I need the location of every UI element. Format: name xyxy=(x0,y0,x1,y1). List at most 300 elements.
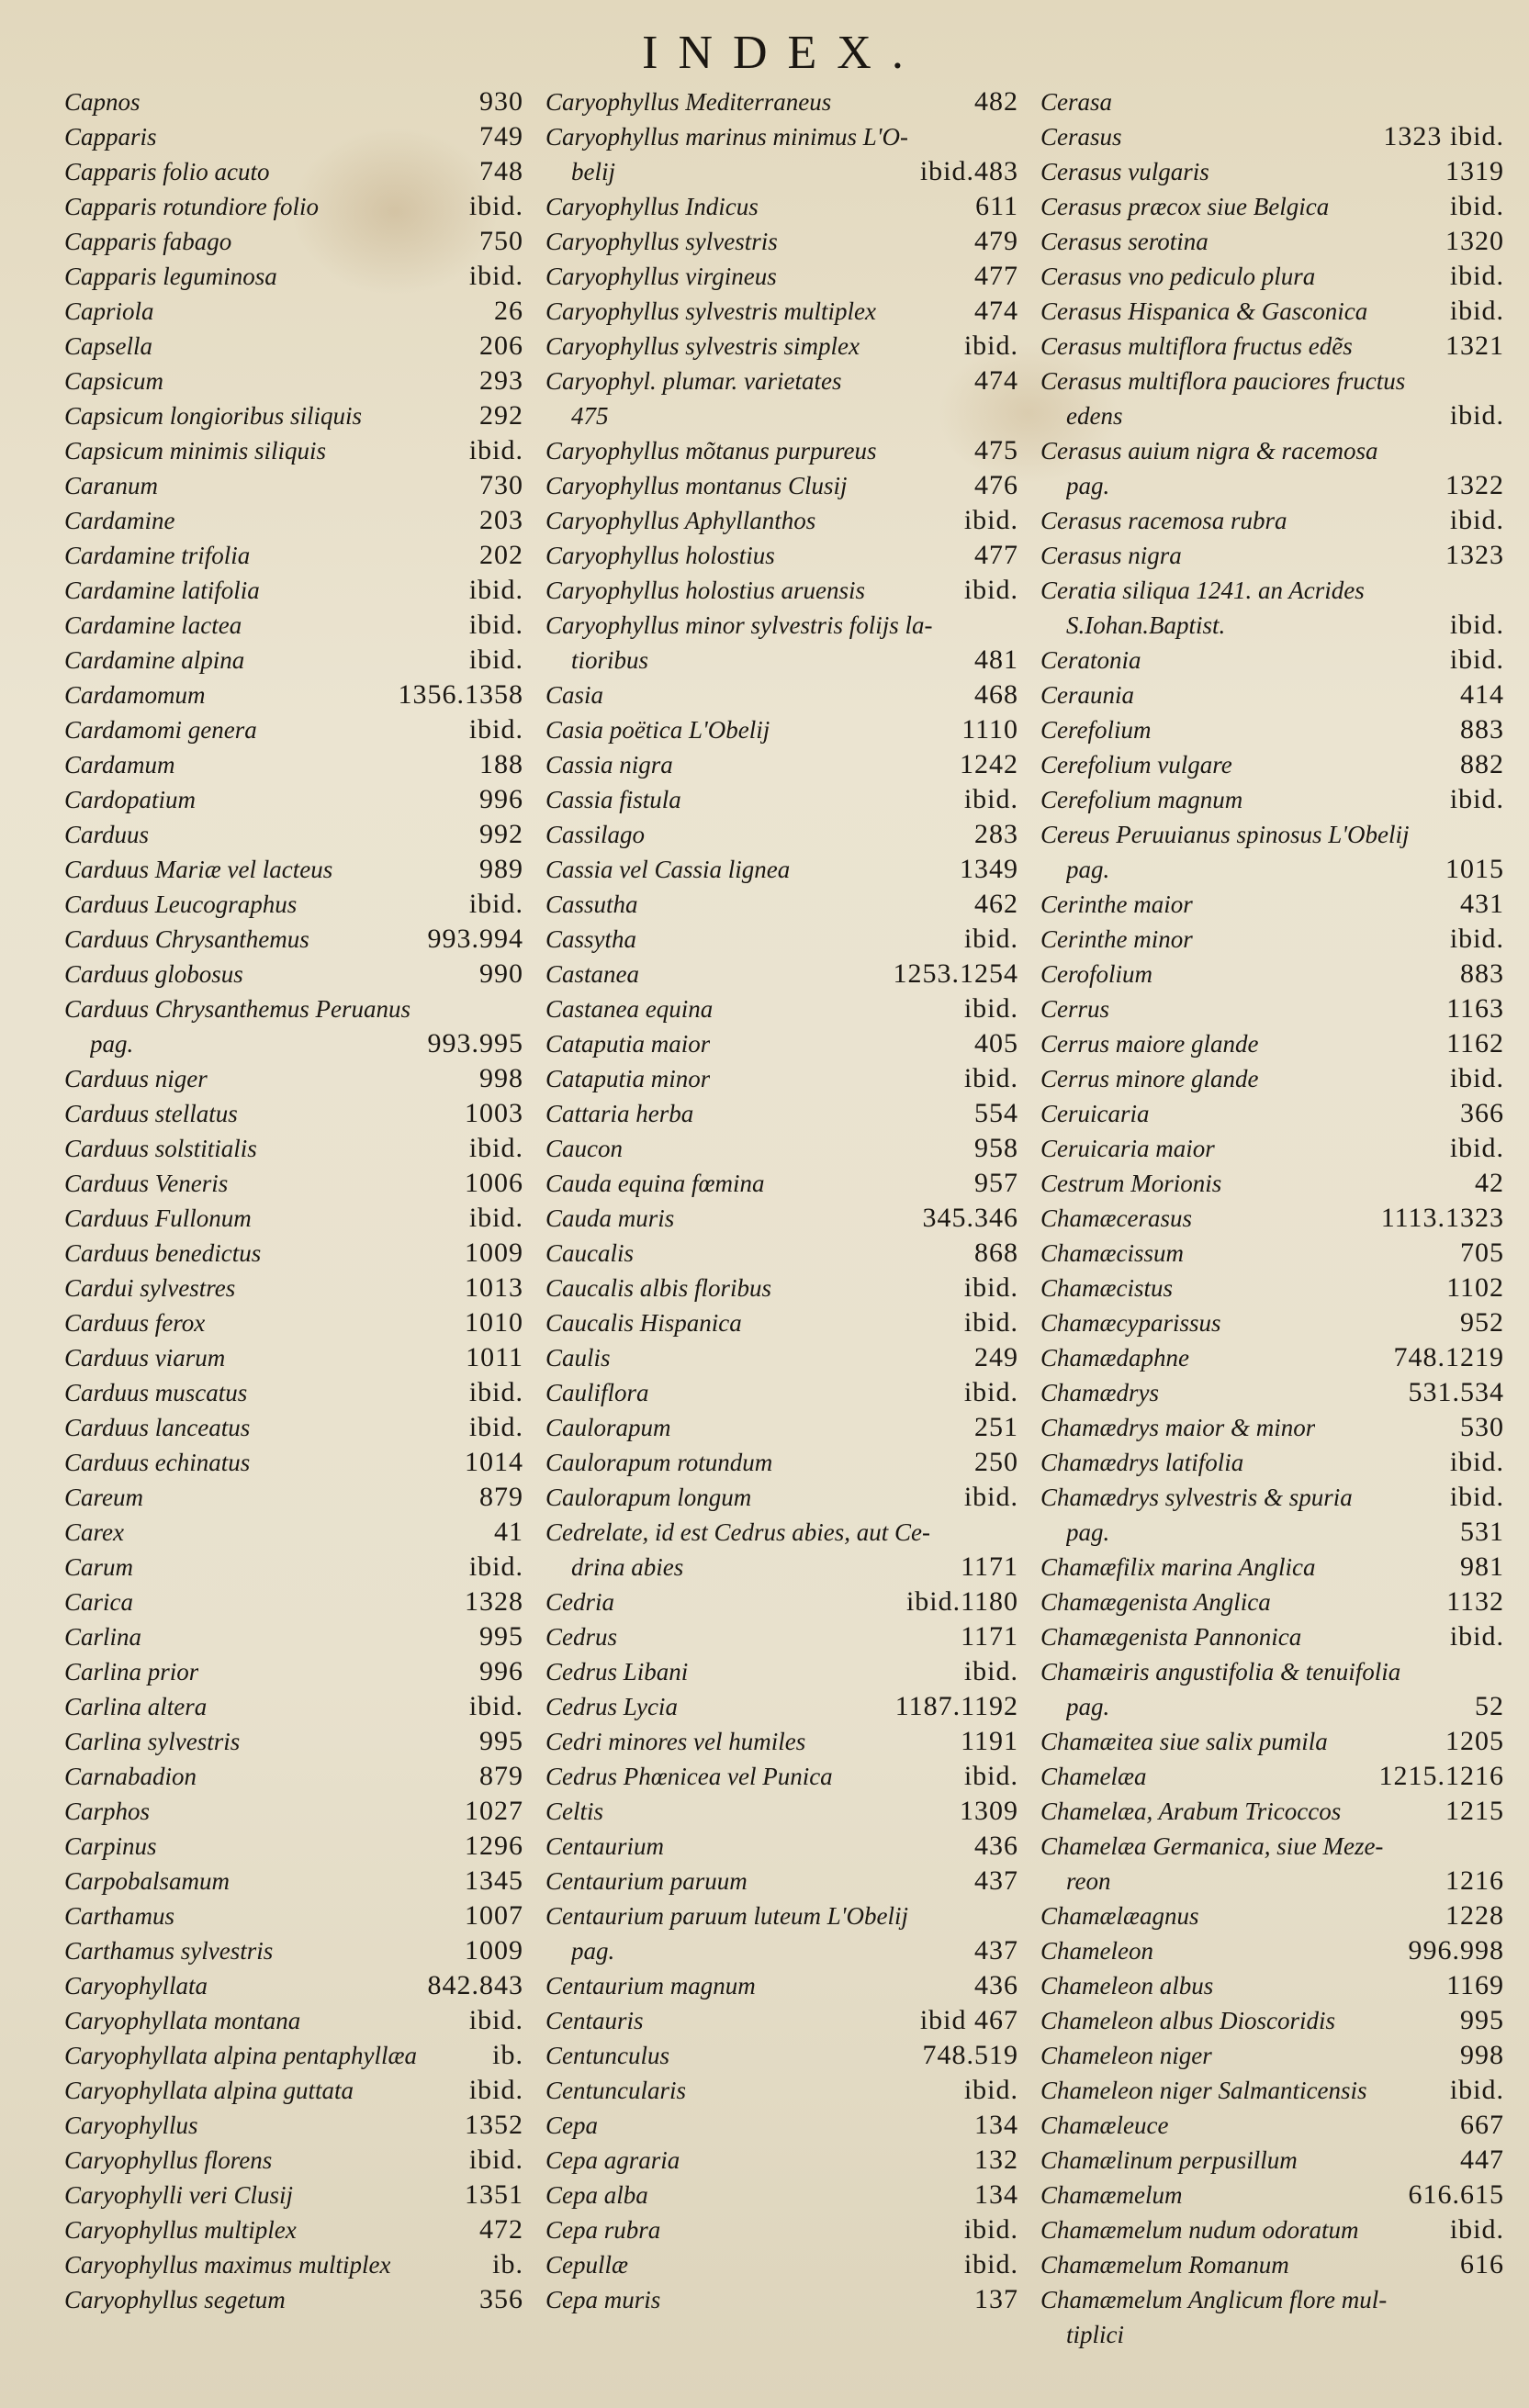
index-entry xyxy=(1040,1375,1504,1410)
entry-term: Caryophyllus minor sylvestris folijs la- xyxy=(545,611,933,639)
entry-term: Caucalis Hispanica xyxy=(545,1309,742,1337)
index-entry xyxy=(1040,1864,1504,1898)
entry-term: Caryophyllus multiplex xyxy=(64,2216,297,2244)
entry-page-ref: 431 xyxy=(1460,889,1504,919)
entry-page-ref: 356 xyxy=(479,2284,523,2314)
entry-term: Capsicum xyxy=(64,367,163,395)
index-entry xyxy=(545,957,1018,991)
entry-page-ref: ibid. xyxy=(468,261,523,291)
entry-page-ref: 1007 xyxy=(465,1900,523,1931)
index-entry xyxy=(1040,154,1504,189)
entry-term: pag. xyxy=(571,1937,615,1965)
entry-term: Cepa alba xyxy=(545,2181,648,2209)
entry-term: Casia xyxy=(545,681,604,709)
entry-page-ref: ibid. xyxy=(1449,1482,1504,1512)
entry-page-ref: ibid. xyxy=(963,575,1018,605)
entry-term: Cassia vel Cassia lignea xyxy=(545,856,791,883)
entry-term: Cedrus xyxy=(545,1623,618,1651)
index-entry xyxy=(545,1759,1018,1794)
index-entry xyxy=(64,2282,523,2317)
entry-term: Cedrus Lycia xyxy=(545,1693,678,1720)
entry-term: Cepa muris xyxy=(545,2286,661,2313)
entry-page-ref: 1215.1216 xyxy=(1378,1761,1504,1791)
index-entry xyxy=(64,503,523,538)
entry-page-ref: 996.998 xyxy=(1408,1935,1504,1966)
entry-term: Cassilago xyxy=(545,821,646,848)
entry-page-ref: 1215 xyxy=(1445,1796,1504,1826)
entry-term: Cepa rubra xyxy=(545,2216,661,2244)
index-entry xyxy=(1040,1096,1504,1131)
entry-term: Cerasus nigra xyxy=(1040,542,1182,569)
index-entry xyxy=(64,957,523,991)
entry-page-ref: ibid. xyxy=(1449,191,1504,221)
entry-term: Chameleon albus xyxy=(1040,1972,1214,1999)
index-entry xyxy=(1040,1515,1504,1550)
entry-page-ref: 883 xyxy=(1460,714,1504,745)
index-entry xyxy=(1040,2317,1504,2352)
entry-page-ref: 531 xyxy=(1460,1517,1504,1547)
entry-term: Carduus ferox xyxy=(64,1309,206,1337)
index-entry xyxy=(64,991,523,1026)
index-entry xyxy=(545,1968,1018,2003)
index-entry xyxy=(545,503,1018,538)
entry-term: Caulis xyxy=(545,1344,611,1372)
entry-page-ref: 993.994 xyxy=(427,924,523,954)
index-entry xyxy=(1040,1759,1504,1794)
index-column-1 xyxy=(64,84,523,2352)
entry-term: Centaurium xyxy=(545,1832,665,1860)
entry-page-ref: 206 xyxy=(479,330,523,361)
entry-page-ref: 1009 xyxy=(465,1238,523,1268)
index-entry xyxy=(545,643,1018,678)
index-entry xyxy=(64,817,523,852)
entry-page-ref: 293 xyxy=(479,365,523,396)
index-entry xyxy=(545,2108,1018,2143)
index-entry xyxy=(545,712,1018,747)
index-entry xyxy=(1040,1166,1504,1201)
entry-page-ref: ibid. xyxy=(963,2214,1018,2245)
entry-term: Cerasus racemosa rubra xyxy=(1040,507,1287,534)
entry-page-ref: 1010 xyxy=(465,1307,523,1338)
entry-page-ref: 52 xyxy=(1475,1691,1504,1721)
entry-page-ref: ibid. xyxy=(1449,505,1504,535)
entry-term: Carlina prior xyxy=(64,1658,199,1686)
index-entry xyxy=(545,329,1018,364)
index-entry xyxy=(64,1968,523,2003)
entry-page-ref: 996 xyxy=(479,1656,523,1686)
entry-term: Caryophyllus marinus minimus L'O- xyxy=(545,123,909,151)
entry-page-ref: 468 xyxy=(974,679,1018,710)
entry-page-ref: 137 xyxy=(974,2284,1018,2314)
entry-page-ref: ibid. xyxy=(468,1377,523,1407)
index-entry xyxy=(545,678,1018,712)
index-entry xyxy=(64,1585,523,1619)
entry-page-ref: 345.346 xyxy=(922,1203,1018,1233)
index-entry xyxy=(1040,364,1504,398)
index-entry xyxy=(1040,224,1504,259)
entry-page-ref: 447 xyxy=(1460,2145,1504,2175)
index-entry xyxy=(1040,1724,1504,1759)
entry-term: Caryophyllus Mediterraneus xyxy=(545,88,832,116)
entry-page-ref: 203 xyxy=(479,505,523,535)
entry-page-ref: 990 xyxy=(479,958,523,989)
index-entry xyxy=(64,922,523,957)
entry-page-ref: 283 xyxy=(974,819,1018,849)
entry-page-ref: ib. xyxy=(492,2040,523,2070)
entry-term: Carduus Veneris xyxy=(64,1170,229,1197)
entry-term: Carduus echinatus xyxy=(64,1449,251,1476)
entry-term: Celtis xyxy=(545,1798,604,1825)
entry-page-ref: 134 xyxy=(974,2179,1018,2210)
entry-page-ref: 750 xyxy=(479,226,523,256)
index-entry xyxy=(545,84,1018,119)
entry-page-ref: 748 xyxy=(479,156,523,186)
index-entry xyxy=(64,2038,523,2073)
entry-page-ref: 366 xyxy=(1460,1098,1504,1128)
index-entry xyxy=(545,1375,1018,1410)
entry-term: Chamælæagnus xyxy=(1040,1902,1199,1930)
entry-page-ref: ibid.1180 xyxy=(905,1586,1018,1617)
entry-term: Chamæcissum xyxy=(1040,1239,1185,1267)
entry-term: Cattaria herba xyxy=(545,1100,694,1127)
entry-term: Caryophyllus holostius aruensis xyxy=(545,577,866,604)
entry-page-ref: 879 xyxy=(479,1482,523,1512)
index-entry xyxy=(64,852,523,887)
index-entry xyxy=(1040,1026,1504,1061)
entry-term: Carthamus xyxy=(64,1902,175,1930)
entry-term: Caryophyllus montanus Clusij xyxy=(545,472,848,499)
index-entry xyxy=(545,852,1018,887)
entry-page-ref: 1113.1323 xyxy=(1380,1203,1504,1233)
entry-term: Capsicum longioribus siliquis xyxy=(64,402,363,430)
entry-term: Cerefolium magnum xyxy=(1040,786,1243,813)
index-entry xyxy=(545,1131,1018,1166)
index-entry xyxy=(64,84,523,119)
index-entry xyxy=(64,1515,523,1550)
entry-term: Casia poëtica L'Obelij xyxy=(545,716,770,744)
index-entry xyxy=(64,2212,523,2247)
entry-term: Cardamomum xyxy=(64,681,206,709)
entry-term: Cerrus minore glande xyxy=(1040,1065,1259,1092)
index-entry xyxy=(545,1864,1018,1898)
index-entry xyxy=(1040,259,1504,294)
index-entry xyxy=(64,1271,523,1305)
entry-page-ref: 531.534 xyxy=(1408,1377,1504,1407)
entry-term: Carduus benedictus xyxy=(64,1239,262,1267)
entry-term: Cassia fistula xyxy=(545,786,681,813)
entry-page-ref: ibid 467 xyxy=(919,2005,1018,2035)
entry-page-ref: 981 xyxy=(1460,1551,1504,1582)
index-entry xyxy=(1040,294,1504,329)
entry-term: Capnos xyxy=(64,88,141,116)
entry-page-ref: 1132 xyxy=(1446,1586,1504,1617)
entry-page-ref: 1171 xyxy=(961,1621,1018,1652)
entry-page-ref: 1319 xyxy=(1445,156,1504,186)
entry-page-ref: 1242 xyxy=(960,749,1018,779)
index-entry xyxy=(1040,1585,1504,1619)
index-entry xyxy=(1040,1131,1504,1166)
entry-page-ref: ibid. xyxy=(963,1063,1018,1093)
entry-term: Cerasus serotina xyxy=(1040,228,1209,255)
index-entry xyxy=(1040,922,1504,957)
entry-term: Carduus muscatus xyxy=(64,1379,248,1406)
index-entry xyxy=(1040,329,1504,364)
index-entry xyxy=(1040,2143,1504,2178)
entry-term: Cerasus multiflora pauciores fructus xyxy=(1040,367,1406,395)
index-entry xyxy=(1040,887,1504,922)
index-entry xyxy=(1040,991,1504,1026)
entry-term: Carduus solstitialis xyxy=(64,1135,257,1162)
entry-term: Chameleon niger xyxy=(1040,2042,1212,2069)
index-entry xyxy=(1040,1689,1504,1724)
entry-term: Castanea equina xyxy=(545,995,714,1023)
index-entry xyxy=(64,2108,523,2143)
entry-term: Carthamus sylvestris xyxy=(64,1937,274,1965)
index-entry xyxy=(1040,2003,1504,2038)
index-entry xyxy=(64,1061,523,1096)
index-entry xyxy=(1040,1968,1504,2003)
index-entry xyxy=(545,2143,1018,2178)
index-entry xyxy=(64,1759,523,1794)
entry-term: Ceratia siliqua 1241. an Acrides xyxy=(1040,577,1365,604)
entry-page-ref: 476 xyxy=(974,470,1018,500)
index-entry xyxy=(64,433,523,468)
entry-term: S.Iohan.Baptist. xyxy=(1066,611,1226,639)
entry-term: Chamædaphne xyxy=(1040,1344,1189,1372)
index-entry xyxy=(1040,1201,1504,1236)
index-entry xyxy=(1040,503,1504,538)
entry-term: Caulorapum rotundum xyxy=(545,1449,773,1476)
index-entry xyxy=(1040,1340,1504,1375)
index-columns xyxy=(64,84,1504,2352)
entry-page-ref: ibid. xyxy=(1449,1133,1504,1163)
entry-term: Chameleon xyxy=(1040,1937,1153,1965)
entry-page-ref: 1323 xyxy=(1445,540,1504,570)
entry-term: Capsicum minimis siliquis xyxy=(64,437,327,465)
index-entry xyxy=(1040,1445,1504,1480)
entry-term: Cassia nigra xyxy=(545,751,673,778)
entry-page-ref: 992 xyxy=(479,819,523,849)
entry-term: Cerasus vno pediculo plura xyxy=(1040,263,1316,290)
index-entry xyxy=(64,1654,523,1689)
index-entry xyxy=(1040,1480,1504,1515)
entry-page-ref: 749 xyxy=(479,121,523,151)
entry-term: Carlina sylvestris xyxy=(64,1728,241,1755)
entry-page-ref: ibid. xyxy=(468,1412,523,1442)
index-entry xyxy=(1040,643,1504,678)
index-entry xyxy=(64,643,523,678)
index-entry xyxy=(1040,608,1504,643)
entry-term: Chamæiris angustifolia & tenuifolia xyxy=(1040,1658,1401,1686)
entry-page-ref: 1191 xyxy=(961,1726,1018,1756)
entry-term: Cereus Peruuianus spinosus L'Obelij xyxy=(1040,821,1410,848)
index-entry xyxy=(64,119,523,154)
index-entry xyxy=(1040,2038,1504,2073)
entry-term: Caryophyllus florens xyxy=(64,2146,273,2174)
index-entry xyxy=(64,1619,523,1654)
entry-page-ref: 748.1219 xyxy=(1393,1342,1504,1372)
entry-term: Capsella xyxy=(64,332,153,360)
index-entry xyxy=(545,1515,1018,1550)
index-entry xyxy=(1040,2282,1504,2317)
entry-page-ref: ibid. xyxy=(468,610,523,640)
entry-page-ref: 472 xyxy=(479,2214,523,2245)
entry-page-ref: 1228 xyxy=(1445,1900,1504,1931)
entry-term: Carduus Leucographus xyxy=(64,890,298,918)
index-entry xyxy=(64,1689,523,1724)
index-entry xyxy=(64,608,523,643)
index-entry xyxy=(64,2003,523,2038)
entry-page-ref: 1349 xyxy=(960,854,1018,884)
entry-term: pag. xyxy=(1066,1518,1110,1546)
entry-term: Caryophyllata alpina guttata xyxy=(64,2077,354,2104)
entry-term: Carnabadion xyxy=(64,1763,197,1790)
entry-page-ref: 1187.1192 xyxy=(894,1691,1018,1721)
entry-term: Caryophyllus Aphyllanthos xyxy=(545,507,816,534)
index-entry xyxy=(64,1410,523,1445)
index-entry xyxy=(545,2038,1018,2073)
index-entry xyxy=(64,1794,523,1829)
index-entry xyxy=(545,1271,1018,1305)
index-entry xyxy=(1040,1794,1504,1829)
entry-page-ref: ibid. xyxy=(1449,1621,1504,1652)
entry-term: Centuncularis xyxy=(545,2077,686,2104)
entry-term: Carlina xyxy=(64,1623,142,1651)
index-entry xyxy=(64,782,523,817)
index-entry xyxy=(64,887,523,922)
entry-page-ref: 251 xyxy=(974,1412,1018,1442)
entry-term: Chameleon albus Dioscoridis xyxy=(1040,2007,1335,2034)
entry-term: Cerrus maiore glande xyxy=(1040,1030,1259,1058)
entry-page-ref: 1015 xyxy=(1445,854,1504,884)
index-entry xyxy=(545,1480,1018,1515)
index-entry xyxy=(545,991,1018,1026)
entry-page-ref: 730 xyxy=(479,470,523,500)
entry-page-ref: ibid. xyxy=(1449,610,1504,640)
entry-term: Caryophyllus virgineus xyxy=(545,263,777,290)
entry-term: pag. xyxy=(1066,472,1110,499)
entry-page-ref: 842.843 xyxy=(427,1970,523,2000)
entry-page-ref: ibid. xyxy=(1449,296,1504,326)
index-entry xyxy=(1040,433,1504,468)
entry-term: Caryophyllus mõtanus purpureus xyxy=(545,437,877,465)
entry-page-ref: 952 xyxy=(1460,1307,1504,1338)
index-entry xyxy=(545,2282,1018,2317)
index-entry xyxy=(64,538,523,573)
entry-page-ref: ibid. xyxy=(468,644,523,675)
entry-term: Cardui sylvestres xyxy=(64,1274,236,1302)
entry-term: Chamægenista Pannonica xyxy=(1040,1623,1302,1651)
entry-term: Caucon xyxy=(545,1135,623,1162)
entry-term: Ceruicaria xyxy=(1040,1100,1150,1127)
entry-page-ref: ibid. xyxy=(963,1377,1018,1407)
entry-term: Chamæitea siue salix pumila xyxy=(1040,1728,1328,1755)
index-entry xyxy=(64,1480,523,1515)
entry-page-ref: 292 xyxy=(479,400,523,431)
index-entry xyxy=(545,259,1018,294)
entry-page-ref: ibid. xyxy=(468,714,523,745)
entry-page-ref: ibid. xyxy=(1449,924,1504,954)
entry-page-ref: 1110 xyxy=(961,714,1018,745)
index-entry xyxy=(1040,2178,1504,2212)
index-entry xyxy=(64,2178,523,2212)
index-entry xyxy=(545,433,1018,468)
entry-term: Caryophyllata xyxy=(64,1972,208,1999)
entry-term: Capparis folio acuto xyxy=(64,158,270,185)
index-entry xyxy=(64,468,523,503)
index-entry xyxy=(1040,2108,1504,2143)
entry-page-ref: 188 xyxy=(479,749,523,779)
entry-term: Chamæcerasus xyxy=(1040,1204,1193,1232)
entry-term: Caryophyllus maximus multiplex xyxy=(64,2251,391,2279)
index-entry xyxy=(64,1305,523,1340)
entry-term: Centaurium paruum luteum L'Obelij xyxy=(545,1902,909,1930)
entry-term: Chamæfilix marina Anglica xyxy=(1040,1553,1316,1581)
entry-term: Carduus stellatus xyxy=(64,1100,238,1127)
entry-page-ref: 462 xyxy=(974,889,1018,919)
entry-page-ref: 1351 xyxy=(465,2179,523,2210)
index-entry xyxy=(1040,2212,1504,2247)
entry-term: Chamæcistus xyxy=(1040,1274,1174,1302)
entry-term: Caryophyllus sylvestris xyxy=(545,228,778,255)
index-entry xyxy=(545,1061,1018,1096)
entry-term: pag. xyxy=(1066,1693,1110,1720)
entry-term: Cardamum xyxy=(64,751,175,778)
entry-term: Cerasus auium nigra & racemosa xyxy=(1040,437,1378,465)
entry-term: Chamæmelum xyxy=(1040,2181,1183,2209)
index-entry xyxy=(545,1794,1018,1829)
entry-page-ref: 26 xyxy=(494,296,523,326)
entry-page-ref: 132 xyxy=(974,2145,1018,2175)
entry-page-ref: 930 xyxy=(479,86,523,117)
entry-term: Chamædrys maior & minor xyxy=(1040,1414,1316,1441)
entry-term: Carduus Mariæ vel lacteus xyxy=(64,856,333,883)
index-entry xyxy=(1040,1654,1504,1689)
entry-term: reon xyxy=(1066,1867,1111,1895)
entry-page-ref: 995 xyxy=(479,1726,523,1756)
entry-page-ref: 477 xyxy=(974,261,1018,291)
entry-term: Cerofolium xyxy=(1040,960,1153,988)
entry-page-ref: 995 xyxy=(1460,2005,1504,2035)
entry-page-ref: 958 xyxy=(974,1133,1018,1163)
entry-term: Careum xyxy=(64,1484,143,1511)
entry-page-ref: 482 xyxy=(974,86,1018,117)
entry-page-ref: ibid. xyxy=(468,1691,523,1721)
index-entry xyxy=(545,398,1018,433)
entry-page-ref: 1205 xyxy=(1445,1726,1504,1756)
entry-page-ref: ibid. xyxy=(468,1203,523,1233)
index-entry xyxy=(545,782,1018,817)
entry-term: Caryophyl. plumar. varietates xyxy=(545,367,842,395)
index-entry xyxy=(64,2247,523,2282)
entry-term: Carum xyxy=(64,1553,134,1581)
entry-term: Cataputia maior xyxy=(545,1030,711,1058)
entry-term: Cedrelate, id est Cedrus abies, aut Ce- xyxy=(545,1518,930,1546)
entry-page-ref: ibid. xyxy=(963,1272,1018,1303)
entry-page-ref: ibid. xyxy=(1449,2214,1504,2245)
entry-page-ref: ibid. xyxy=(468,191,523,221)
entry-page-ref: 868 xyxy=(974,1238,1018,1268)
entry-term: Cedri minores vel humiles xyxy=(545,1728,806,1755)
index-entry xyxy=(1040,1829,1504,1864)
entry-page-ref: ibid. xyxy=(468,435,523,465)
entry-term: Centauris xyxy=(545,2007,644,2034)
index-entry xyxy=(1040,678,1504,712)
index-entry xyxy=(545,1236,1018,1271)
entry-page-ref: 1216 xyxy=(1445,1865,1504,1896)
index-entry xyxy=(545,2178,1018,2212)
index-entry xyxy=(545,154,1018,189)
